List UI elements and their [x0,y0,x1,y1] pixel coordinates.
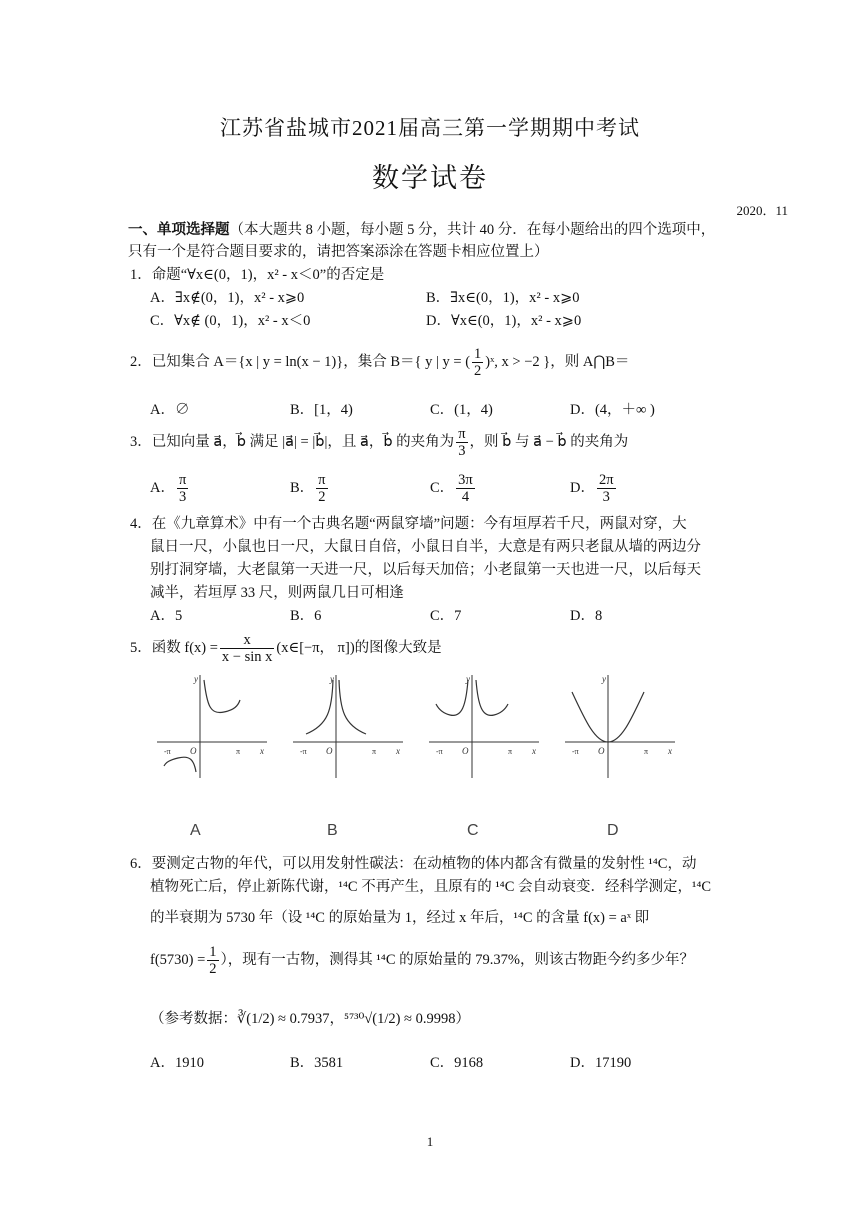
q3-c-num: 3π [458,472,473,488]
q6-line4-pre: f(5730) = [150,951,206,968]
q3-a-frac [177,472,188,505]
q3-angle-den: 3 [458,443,466,459]
q5-graph-b [288,670,408,780]
svg-text:O: O [462,746,469,756]
q2-stem [130,346,629,379]
q6-line3: 的半衰期为 5730 年（设 ¹⁴C 的原始量为 1，经过 x 年后，¹⁴C 的含量 f(x) = aˣ 即 [150,910,650,926]
svg-text:y: y [602,674,606,684]
q6-option-d: D．17190 [570,1055,632,1071]
q3-d-label: D． [570,479,595,496]
q3-stem [130,426,628,459]
q5-graph-label-b: B [327,822,338,839]
q1-stem: 1．命题“∀x∈(0，1)，x² - x＜0”的否定是 [130,267,385,283]
q4-line4: 减半，若垣厚 33 尺，则两鼠几日可相逢 [150,585,404,601]
q4-option-a: A．5 [150,608,183,624]
q5-fraction [220,632,274,665]
q4-option-c: C．7 [430,608,462,624]
q2-set-b-pre: { y | y = ( [414,353,471,370]
svg-text:π: π [644,747,649,756]
q3-a-den: 3 [179,489,187,505]
q5-graph-label-a: A [190,822,201,839]
svg-text:x: x [668,746,672,756]
q2-set-a: {x | y = ln(x − 1)} [238,353,344,370]
q3-option-b [290,472,330,505]
q2-fraction [472,346,483,379]
q3-c-label: C． [430,479,455,496]
q3-b-frac [316,472,327,505]
svg-text:O: O [598,746,605,756]
q6-half [207,944,218,977]
graph-d-svg [560,670,680,780]
graph-a-svg [152,670,272,780]
q1-option-c: C．∀x∉ (0，1)，x² - x＜0 [150,313,311,329]
q3-a-num: π [178,472,187,488]
q5-graph-a [152,670,272,780]
section-heading: 一、单项选择题 [128,222,230,238]
q6-option-c: C．9168 [430,1055,484,1071]
graph-b-svg [288,670,408,780]
svg-text:x: x [260,746,264,756]
q3-a-label: A． [150,479,175,496]
q5-part2: (x∈[−π， π])的图像大致是 [276,639,442,656]
svg-text:π: π [236,747,241,756]
q3-option-c [430,472,477,505]
q4-option-d: D．8 [570,608,603,624]
svg-text:y: y [194,674,198,684]
q3-angle [456,426,467,459]
q3-angle-num: π [458,426,466,442]
q6-half-den: 2 [209,961,217,977]
graph-c-svg [424,670,544,780]
q2-part3: ，则 A⋂B＝ [550,353,630,370]
exam-title: 江苏省盐城市2021届高三第一学期期中考试 [220,116,640,140]
q2-frac-num: 1 [474,346,482,362]
q6-reference [150,1008,470,1030]
svg-text:-π: -π [572,747,579,756]
q2-part2: ，集合 B＝ [343,353,415,370]
svg-text:-π: -π [436,747,443,756]
q3-option-a [150,472,190,505]
svg-text:-π: -π [164,747,171,756]
q6-line2: 植物死亡后，停止新陈代谢，¹⁴C 不再产生，且原有的 ¹⁴C 会自动衰变．经科学测定，¹⁴C [150,879,712,895]
q4-line1: 4．在《九章算术》中有一个古典名题“两鼠穿墙”问题：今有垣厚若千尺，两鼠对穿，大 [130,516,687,532]
q5-graph-label-c: C [467,822,479,839]
q6-ref-5730root: ⁵⁷³⁰√(1/2) ≈ 0.9998 [344,1011,456,1027]
svg-text:x: x [532,746,536,756]
q1-option-b: B．∃x∈(0，1)，x² - x⩾0 [426,290,580,306]
q5-num: x [220,632,274,649]
section-heading-line1 [128,219,715,241]
q2-option-b: B．[1，4) [290,402,353,418]
q2-option-d: D．(4，＋∞ ) [570,402,655,418]
svg-text:-π: -π [300,747,307,756]
svg-text:π: π [372,747,377,756]
q5-graph-label-d: D [607,822,619,839]
q2-frac-den: 2 [474,363,482,379]
q3-c-frac [456,472,475,505]
q3-d-den: 3 [602,489,610,505]
q6-half-num: 1 [209,944,217,960]
q6-ref-pre: （参考数据： [150,1011,237,1027]
q6-line1: 6．要测定古物的年代，可以用发射性碳法：在动植物的体内都含有微量的发射性 ¹⁴C，动 [130,856,697,872]
q2-option-a: A．∅ [150,402,190,418]
q3-c-den: 4 [461,489,470,505]
q3-d-frac [597,472,616,505]
svg-text:y: y [466,674,470,684]
q3-b-den: 2 [318,489,326,505]
q2-option-c: C．(1，4) [430,402,493,418]
q1-option-a: A．∃x∉(0，1)，x² - x⩾0 [150,290,305,306]
q4-line3: 别打洞穿墙，大老鼠第一天进一尺，以后每天加倍；小老鼠第一天也进一尺，以后每天 [150,562,701,578]
q6-ref-post: ） [455,1011,471,1027]
q3-part1: 3．已知向量 a⃗，b⃗ 满足 |a⃗| = |b⃗|，且 a⃗，b⃗ 的夹角为 [130,433,455,450]
q4-option-b: B．6 [290,608,322,624]
q5-graph-d [560,670,680,780]
q5-stem [130,632,442,665]
svg-text:π: π [508,747,513,756]
q6-ref-sep: ， [329,1011,345,1027]
svg-text:y: y [330,674,334,684]
q6-option-b: B．3581 [290,1055,344,1071]
q4-line2: 鼠日一尺，小鼠也日一尺，大鼠日自倍，小鼠日自半，大意是有两只老鼠从墙的两边分 [150,539,701,555]
q5-den: x − sin x [221,649,273,665]
section-desc-1: （本大题共 8 小题，每小题 5 分，共计 40 分．在每小题给出的四个选项中， [229,222,716,238]
exam-subtitle: 数学试卷 [372,163,488,193]
q6-ref-cuberoot: ∛(1/2) ≈ 0.7937 [237,1011,330,1027]
section-desc-2: 只有一个是符合题目要求的，请把答案添涂在答题卡相应位置上） [128,244,549,260]
q2-set-b-post: )ˣ, x > −2 } [485,353,551,370]
q6-line4 [150,944,694,977]
q3-part2: ，则 b⃗ 与 a⃗ − b⃗ 的夹角为 [469,433,629,450]
svg-text:O: O [190,746,197,756]
q2-part1: 2．已知集合 A＝ [130,353,239,370]
q3-b-num: π [318,472,326,488]
q6-option-a: A．1910 [150,1055,204,1071]
q3-b-label: B． [290,479,315,496]
q5-graph-c [424,670,544,780]
exam-date: 2020．11 [736,203,788,218]
svg-text:x: x [396,746,400,756]
page-number: 1 [426,1134,434,1149]
svg-text:O: O [326,746,333,756]
q1-option-d: D．∀x∈(0，1)，x² - x⩾0 [426,313,582,329]
q3-option-d [570,472,618,505]
q3-d-num: 2π [598,472,614,488]
q5-part1: 5．函数 f(x) = [130,639,218,656]
q6-line4-post: ），现有一古物，测得其 ¹⁴C 的原始量的 79.37%，则该古物距今约多少年？ [220,951,694,968]
